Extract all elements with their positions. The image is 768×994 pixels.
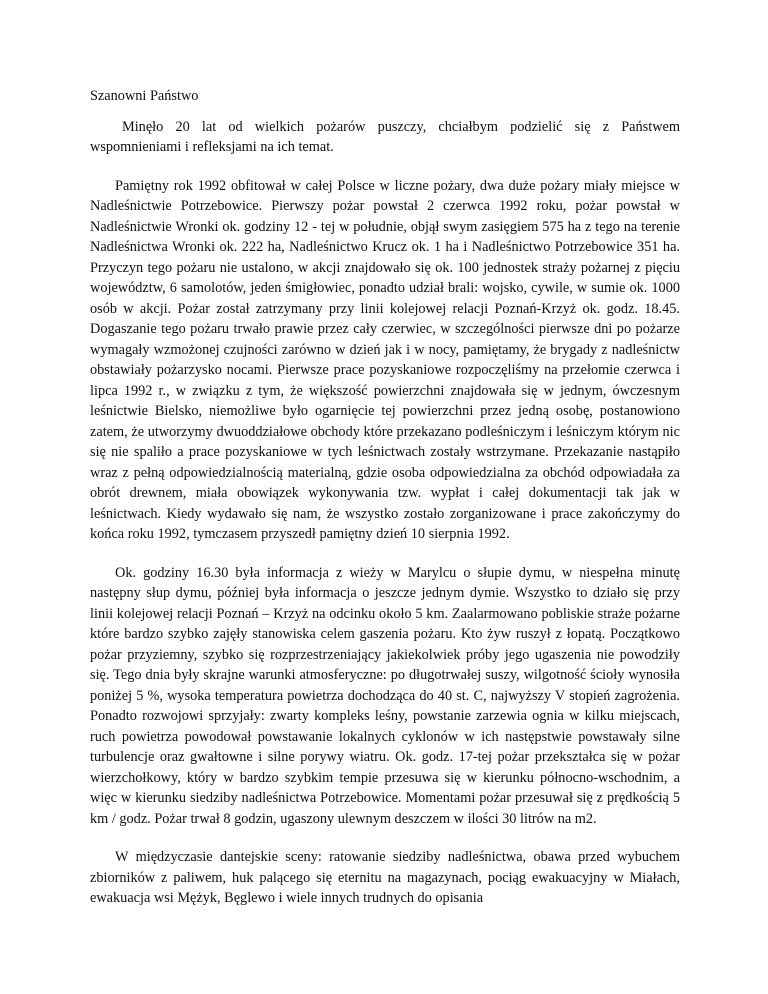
salutation: Szanowni Państwo (90, 88, 199, 104)
paragraph-intro: Minęło 20 lat od wielkich pożarów puszczy, chciałbym podzielić się z Państwem wspomnieniami i refleksjami na ich temat. (90, 118, 680, 155)
paragraph-august-fire: Ok. godziny 16.30 była informacja z wieży w Marylcu o słupie dymu, w niespełna minutę następny słup dymu, później była informacja o jeszcze jednym dymie. Wszystko to działo się przy linii kolejowej relacji Poznań – Krzyż na odcinku około 5 km. Zaalarmowano pobliskie straże pożarne które bardzo szybko zajęły stanowiska celem gaszenia pożaru. Kto żyw ruszył z łopatą. Początkowo pożar przyziemny, szybko się rozprzestrzeniający jakiekolwiek próby jego ugaszenia nie powodziły się. Tego dnia były skrajne warunki atmosferyczne: po długotrwałej suszy, wilgotność ścioły wynosiła poniżej 5 %, wysoka temperatura powietrza dochodząca do 40 st. C, najwyższy V stopień zagrożenia. Ponadto rozwojowi sprzyjały: zwarty kompleks leśny, powstanie zarzewia ognia w kilku miejscach, ruch powietrza powodował powstawanie lokalnych cyklonów w ich następstwie powstawały silne turbulencje oraz gwałtowne i silne porywy wiatru. Ok. godz. 17-tej pożar przekształca się w pożar wierzchołkowy, który w bardzo szybkim tempie przesuwa się w kierunku północno-wschodnim, a więc w kierunku siedziby nadleśnictwa Potrzebowice. Momentami pożar przesuwał się z prędkością 5 km / godz. Pożar trwał 8 godzin, ugaszony ulewnym deszczem w ilości 30 litrów na m2. (90, 564, 680, 827)
document-page (90, 86, 680, 909)
paragraph-scenes: W międzyczasie dantejskie sceny: ratowanie siedziby nadleśnictwa, obawa przed wybuchem zbiorników z paliwem, huk palącego się eternitu na magazynach, pociąg ewakuacyjny w Miałach, ewakuacja wsi Mężyk, Bęglewo i wiele innych trudnych do opisania (90, 849, 680, 906)
paragraph-first-fire: Pamiętny rok 1992 obfitował w całej Polsce w liczne pożary, dwa duże pożary miały miejsce w Nadleśnictwie Potrzebowice. Pierwszy pożar powstał 2 czerwca 1992 roku, pożar powstał w Nadleśnictwie Wronki ok. godziny 12 - tej w południe, objął swym zasięgiem 575 ha z tego na terenie Nadleśnictwa Wronki ok. 222 ha, Nadleśnictwo Krucz ok. 1 ha i Nadleśnictwo Potrzebowice 351 ha. Przyczyn tego pożaru nie ustalono, w akcji znajdowało się ok. 100 jednostek straży pożarnej z pięciu województw, 6 samolotów, jeden śmigłowiec, ponadto udział brali: wojsko, cywile, w sumie ok. 1000 osób w akcji. Pożar został zatrzymany przy linii kolejowej relacji Poznań-Krzyż ok. godz. 18.45. Dogaszanie tego pożaru trwało prawie przez cały czerwiec, w szczególności pierwsze dni po pożarze wymagały wzmożonej czujności zarówno w dzień jak i w nocy, pamiętamy, że brygady z nadleśnictw obstawiały pożarzysko nocami. Pierwsze prace pozyskaniowe rozpoczęliśmy na przełomie czerwca i lipca 1992 r., w związku z tym, że większość powierzchni znajdowała się w jednym, ówczesnym leśnictwie Bielsko, niemożliwe było ogarnięcie tej powierzchni przez jedną osobę, postanowiono zatem, że utworzymy dwuoddziałowe obchody które przekazano podleśniczym i leśniczym którym nic się nie spaliło a prace pozyskaniowe w tych leśnictwach zostały wstrzymane. Przekazanie nastąpiło wraz z pełną odpowiedzialnością materialną, gdzie osoba odpowiedzialna za obchód odpowiadała za obrót drewnem, miała obowiązek wykonywania tzw. wypłat i całej dokumentacji tak jak w leśnictwach. Kiedy wydawało się nam, że wszystko zostało zorganizowane i prace zakończymy do końca roku 1992, tymczasem przyszedł pamiętny dzień 10 sierpnia 1992. (90, 177, 680, 542)
